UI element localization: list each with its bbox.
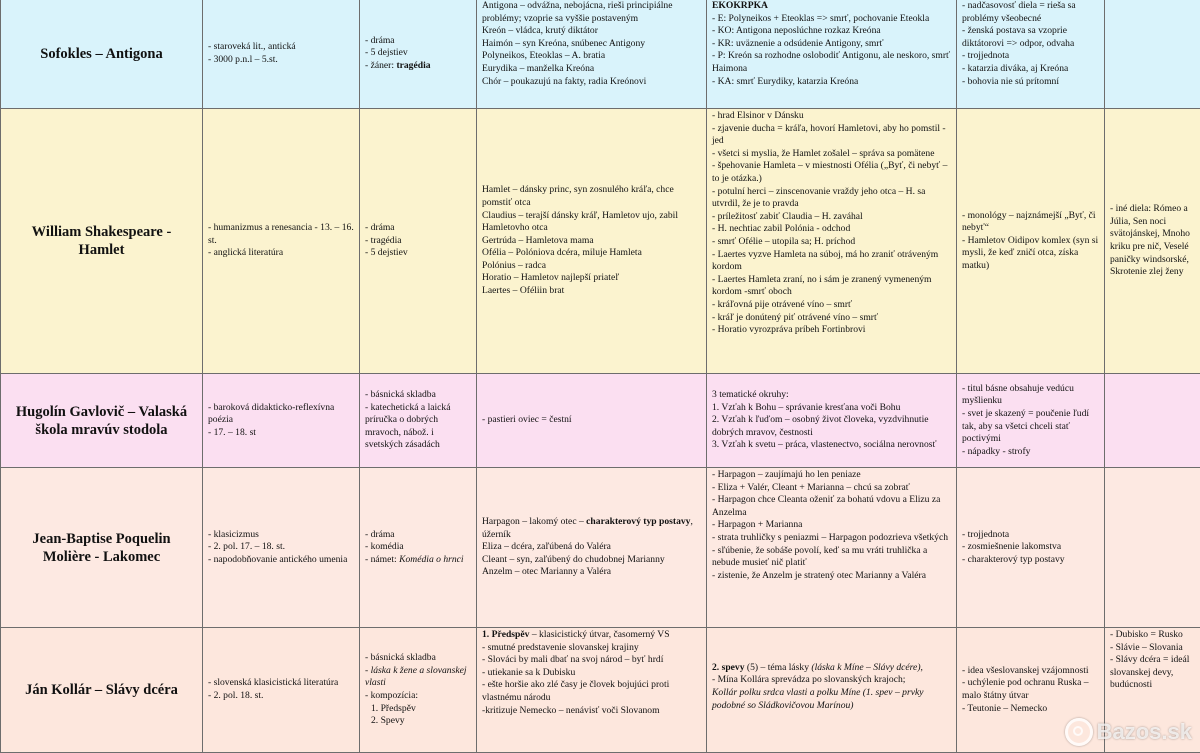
work-title: Jean-Baptise Poquelin Molière - Lakomec (1, 468, 203, 628)
plot-cell: 2. spevy (5) – téma lásky (láska k Míne – Slávy dcére), - Mína Kollára sprevádza po slovanských krajoch; Kollár polku srdca vlasti a polku Míne (1. spev – prvky podobné so Sládkovičovou Marínou) (707, 628, 957, 753)
work-title: Hugolín Gavlovič – Valaská škola mravúv stodola (1, 374, 203, 468)
extra-cell (1105, 374, 1200, 468)
work-title: Sofokles – Antigona (1, 0, 203, 109)
characters-cell: 1. Předspěv – klasicistický útvar, časomerný VS - smutné predstavenie slovanskej krajiny - Slováci by mali dbať na svoj národ – byť hrdí - utiekanie sa k Dubisku - ešte horšie ako zlé časy je človek bojujúci proti vlastnému národu -kritizuje Nemecko – nenávisť voči Slovanom (477, 628, 707, 753)
plot-cell: - Harpagon – zaujímajú ho len peniaze - Eliza + Valér, Cleant + Marianna – chcú sa zobrať - Harpagon chce Cleanta oženiť za bohatú vdovu a Elizu za Anzelma - Harpagon + Marianna - strata truhličky s peniazmi – Harpagon podozrieva všetkých - sľúbenie, že sobáše povolí, keď sa mu vráti truhlička a nebude musieť nič platiť - zistenie, že Anzelm je stratený otec Marianny a Valéra (707, 468, 957, 628)
extra-cell: - iné diela: Rómeo a Júlia, Sen noci svätojánskej, Mnoho kriku pre nič, Veselé paničky windsorské, Skrotenie zlej ženy (1105, 109, 1200, 374)
features-cell: - monológy – najznámejší „Byť, či nebyť“ - Hamletov Oidipov komlex (syn si mysli, že keď zničí otca, získa matku) (957, 109, 1105, 374)
extra-cell (1105, 468, 1200, 628)
features-cell: - nadčasovosť diela = rieša sa problémy všeobecné - ženská postava sa vzoprie diktátorovi => odpor, odvaha - trojjednota - katarzia diváka, aj Kreóna - bohovia nie sú prítomní (957, 0, 1105, 109)
genre-cell: - dráma - 5 dejstiev - žáner: tragédia (360, 0, 477, 109)
extra-cell: - Dubisko = Rusko - Slávie – Slovania - Slávy dcéra = ideál slovanskej devy, budúcnosti (1105, 628, 1200, 753)
features-cell: - trojjednota - zosmiešnenie lakomstva - charakterový typ postavy (957, 468, 1105, 628)
table-row-lakomec (1, 468, 1200, 628)
characters-cell: Harpagon – lakomý otec – charakterový typ postavy, úžerník Eliza – dcéra, zaľúbená do Valéra Cleant – syn, zaľúbený do chudobnej Marianny Anzelm – otec Marianny a Valéra (477, 468, 707, 628)
period-cell: - baroková didakticko-reflexívna poézia - 17. – 18. st (203, 374, 360, 468)
plot-cell: - hrad Elsinor v Dánsku - zjavenie ducha = kráľa, hovorí Hamletovi, aby ho pomstil - jed - všetci si myslia, že Hamlet zošalel – správa sa pomätene - špehovanie Hamleta – v miestnosti Ofélia („Byť, či nebyť – to je otázka.) - potulní herci – zinscenovanie vraždy jeho otca – H. sa utvrdil, že je to pravda - príležitosť zabiť Claudia – H. zaváhal - H. nechtiac zabil Polónia - odchod - smrť Ofélie – utopila sa; H. príchod - Laertes vyzve Hamleta na súboj, má ho zraniť otráveným kordom - Laertes Hamleta zraní, no i sám je zranený vymeneným kordom -smrť oboch - kráľovná pije otrávené víno – smrť - kráľ je donútený piť otrávené víno – smrť - Horatio vyrozpráva príbeh Fortinbrovi (707, 109, 957, 374)
table-row-hamlet (1, 109, 1200, 374)
table-row-slavy-dcera (1, 628, 1200, 753)
features-cell: - titul básne obsahuje vedúcu myšlienku - svet je skazený = poučenie ľudí tak, aby sa všetci chceli stať poctivými - nápadky - strofy (957, 374, 1105, 468)
table-row-antigona (1, 0, 1200, 109)
characters-cell: - pastieri oviec = čestní (477, 374, 707, 468)
characters-cell: Hamlet – dánsky princ, syn zosnulého kráľa, chce pomstiť otca Claudius – terajší dánsky kráľ, Hamletov ujo, zabil Hamletovho otca Gertrúda – Hamletova mama Ofélia – Polóniova dcéra, miluje Hamleta Polónius – radca Horatio – Hamletov najlepší priateľ Laertes – Oféliin brat (477, 109, 707, 374)
plot-cell: 3 tematické okruhy: 1. Vzťah k Bohu – správanie kresťana voči Bohu 2. Vzťah k ľuďom – osobný život človeka, vyzdvihnutie dobrých mravov, čestnosti 3. Vzťah k svetu – práca, vlastenectvo, sociálna nerovnosť (707, 374, 957, 468)
bazos-logo-icon (1065, 718, 1093, 746)
plot-cell: EKOKRPKA - E: Polyneikos + Eteoklas => smrť, pochovanie Eteokla - KO: Antigona neposlúchne rozkaz Kreóna - KR: uväznenie a odsúdenie Antigony, smrť - P: Kreón sa rozhodne oslobodiť Antigonu, ale neskoro, smrť Haimona - KA: smrť Eurydiky, katarzia Kreóna (707, 0, 957, 109)
watermark-text: Bazos.sk (1097, 719, 1192, 745)
genre-cell: - dráma - komédia - námet: Komédia o hrnci (360, 468, 477, 628)
period-cell: - humanizmus a renesancia - 13. – 16. st. - anglická literatúra (203, 109, 360, 374)
watermark (1065, 718, 1192, 746)
period-cell: - staroveká lit., antická - 3000 p.n.l – 5.st. (203, 0, 360, 109)
period-cell: - klasicizmus - 2. pol. 17. – 18. st. - napodobňovanie antického umenia (203, 468, 360, 628)
genre-cell: - dráma - tragédia - 5 dejstiev (360, 109, 477, 374)
period-cell: - slovenská klasicistická literatúra - 2. pol. 18. st. (203, 628, 360, 753)
genre-cell: - básnická skladba - katechetická a laická príručka o dobrých mravoch, nábož. i svetských zásadách (360, 374, 477, 468)
work-title: Ján Kollár – Slávy dcéra (1, 628, 203, 753)
characters-cell: Antigona – odvážna, nebojácna, rieši principiálne problémy; vzoprie sa vyššie postaveným Kreón – vládca, krutý diktátor Haimón – syn Kreóna, snúbenec Antigony Polyneikos, Eteoklas – A. bratia Eurydika – manželka Kreóna Chór – poukazujú na fakty, radia Kreónovi (477, 0, 707, 109)
table-row-valaska-skola (1, 374, 1200, 468)
extra-cell (1105, 0, 1200, 109)
features-cell: - idea všeslovanskej vzájomnosti - uchýlenie pod ochranu Ruska – malo štátny útvar - Teutonie – Nemecko (957, 628, 1105, 753)
genre-cell: - básnická skladba - láska k žene a slovanskej vlasti - kompozícia: 1. Předspěv 2. Spevy (360, 628, 477, 753)
work-title: William Shakespeare - Hamlet (1, 109, 203, 374)
